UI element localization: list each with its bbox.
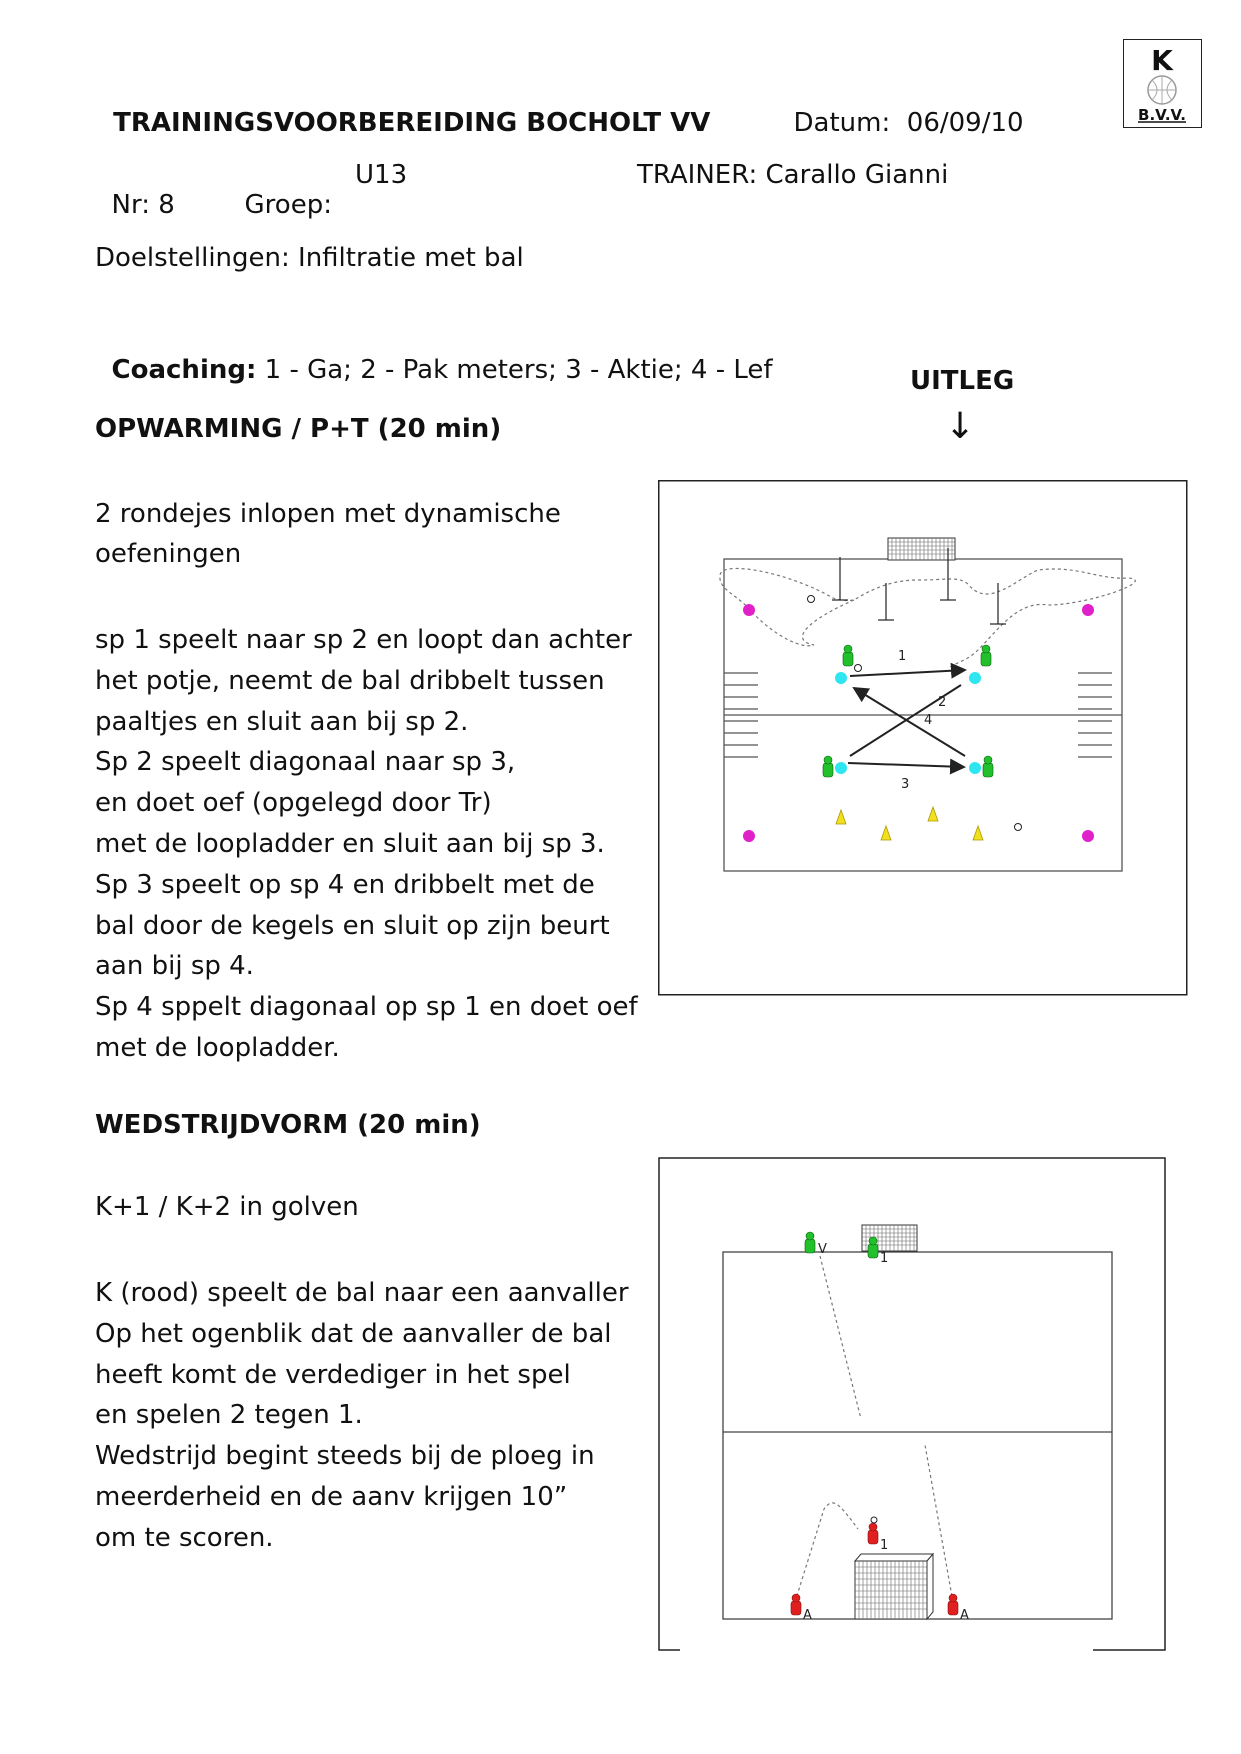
opwarming-line: en doet oef (opgelegd door Tr) bbox=[95, 788, 492, 819]
diagram-label: V bbox=[818, 1242, 827, 1257]
ball-icon bbox=[871, 1517, 877, 1523]
club-logo bbox=[1123, 39, 1202, 128]
date-label: Datum: bbox=[793, 108, 891, 138]
nr-label: Nr: bbox=[111, 190, 150, 220]
trainer: TRAINER: Carallo Gianni bbox=[637, 160, 949, 190]
wedstrijdvorm-line: Wedstrijd begint steeds bij de ploeg in bbox=[95, 1441, 595, 1472]
date-line bbox=[777, 78, 1024, 138]
diagram-label: A bbox=[960, 1608, 969, 1623]
wedstrijdvorm-text bbox=[95, 1273, 629, 1559]
opwarming-text bbox=[95, 620, 638, 1069]
wedstrijdvorm-line: heeft komt de verdediger in het spel bbox=[95, 1359, 571, 1390]
coaching-text: 1 - Ga; 2 - Pak meters; 3 - Aktie; 4 - Lef bbox=[256, 355, 773, 385]
wedstrijdvorm-line: meerderheid en de aanv krijgen 10” bbox=[95, 1481, 568, 1512]
goal-icon bbox=[855, 1554, 933, 1619]
diagram-label: 3 bbox=[901, 777, 910, 792]
groep-value: U13 bbox=[355, 160, 408, 190]
page-title bbox=[95, 78, 710, 138]
wedstrijdvorm-line: om te scoren. bbox=[95, 1522, 274, 1553]
opwarming-line: Sp 3 speelt op sp 4 en dribbelt met de bbox=[95, 869, 595, 900]
opwarming-line: het potje, neemt de bal dribbelt tussen bbox=[95, 665, 605, 696]
opwarming-line: met de loopladder en sluit aan bij sp 3. bbox=[95, 828, 605, 859]
opwarming-line: sp 1 speelt naar sp 2 en loopt dan achter bbox=[95, 625, 632, 655]
groep-line bbox=[228, 160, 332, 220]
wedstrijdvorm-line: Op het ogenblik dat de aanvaller de bal bbox=[95, 1318, 612, 1349]
opwarming-line: paaltjes en sluit aan bij sp 2. bbox=[95, 706, 469, 737]
diagram-label: 1 bbox=[880, 1538, 889, 1553]
opwarming-line: aan bij sp 4. bbox=[95, 951, 254, 982]
opwarming-line: Sp 2 speelt diagonaal naar sp 3, bbox=[95, 747, 516, 778]
logo-bvv: B.V.V. bbox=[1138, 106, 1186, 124]
title-text: TRAININGSVOORBEREIDING BOCHOLT VV bbox=[113, 108, 711, 138]
diagram-label: 2 bbox=[938, 695, 947, 710]
wedstrijdvorm-line: K (rood) speelt de bal naar een aanvaller bbox=[95, 1278, 629, 1308]
date-value: 06/09/10 bbox=[906, 108, 1024, 138]
coaching-line bbox=[95, 325, 773, 385]
opwarming-heading: OPWARMING / P+T (20 min) bbox=[95, 414, 502, 444]
nr-label-line bbox=[95, 160, 175, 220]
opwarming-line: Sp 4 sppelt diagonaal op sp 1 en doet oef bbox=[95, 992, 638, 1023]
coaching-label: Coaching: bbox=[111, 355, 257, 385]
opwarming-line: met de loopladder. bbox=[95, 1032, 340, 1063]
opwarming-diagram bbox=[658, 480, 1188, 996]
goal-icon bbox=[888, 538, 955, 560]
arrow-down-icon: ↓ bbox=[945, 406, 976, 447]
logo-k: K bbox=[1151, 44, 1173, 77]
wedstrijdvorm-line: en spelen 2 tegen 1. bbox=[95, 1400, 363, 1431]
opwarming-intro: 2 rondejes inlopen met dynamische oefeningen bbox=[95, 499, 561, 569]
diagram-label: 1 bbox=[880, 1251, 889, 1266]
diagram-label: 4 bbox=[924, 713, 933, 728]
nr-value: 8 bbox=[158, 190, 175, 220]
wedstrijdvorm-heading: WEDSTRIJDVORM (20 min) bbox=[95, 1110, 481, 1140]
doelstellingen: Doelstellingen: Infiltratie met bal bbox=[95, 243, 524, 273]
wedstrijdvorm-diagram bbox=[658, 1157, 1168, 1653]
diagram-label: 1 bbox=[898, 649, 907, 664]
opwarming-line: bal door de kegels en sluit op zijn beurt bbox=[95, 910, 610, 941]
uitleg-label: UITLEG bbox=[910, 366, 1015, 396]
groep-label: Groep: bbox=[244, 190, 332, 220]
diagram-label: A bbox=[803, 1608, 812, 1623]
wedstrijdvorm-intro: K+1 / K+2 in golven bbox=[95, 1192, 359, 1222]
